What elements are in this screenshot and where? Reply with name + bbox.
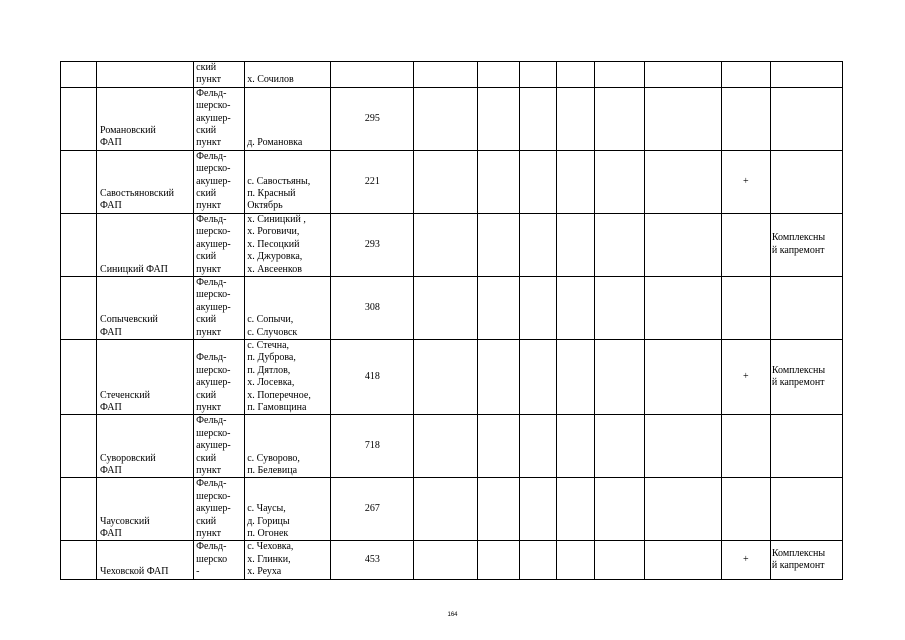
facility-type-cell: Фельд- шерско- акушер- ский пункт	[194, 150, 245, 213]
facility-type-cell: Фельд- шерско- акушер- ский пункт	[194, 478, 245, 541]
table-row	[61, 213, 843, 276]
facility-type-cell: Фельд- шерско- акушер- ский пункт	[194, 87, 245, 150]
plus-mark-cell: +	[721, 339, 770, 414]
row-number-cell	[61, 87, 97, 150]
empty-cell	[556, 276, 594, 339]
settlements-cell: д. Романовка	[245, 87, 331, 150]
empty-cell	[414, 87, 478, 150]
facility-name-cell: Чаусовский ФАП	[97, 478, 194, 541]
population-cell: 293	[331, 213, 414, 276]
settlements-cell: с. Чеховка, х. Глинки, х. Реуха	[245, 541, 331, 579]
empty-cell	[414, 150, 478, 213]
settlements-cell: с. Стечна, п. Дуброва, п. Дятлов, х. Лосевка, х. Поперечное, п. Гамовщина	[245, 339, 331, 414]
row-number-cell	[61, 478, 97, 541]
empty-cell	[644, 150, 721, 213]
note-cell: Комплексны й капремонт	[770, 541, 842, 579]
empty-cell	[594, 62, 644, 88]
empty-cell	[478, 415, 519, 478]
table-body	[61, 62, 843, 580]
empty-cell	[594, 213, 644, 276]
population-cell: 718	[331, 415, 414, 478]
facility-name-cell: Суворовский ФАП	[97, 415, 194, 478]
table-row	[61, 339, 843, 414]
facility-name-cell: Синицкий ФАП	[97, 213, 194, 276]
facility-type-cell: Фельд- шерско- акушер- ский пункт	[194, 339, 245, 414]
empty-cell	[556, 339, 594, 414]
row-number-cell	[61, 62, 97, 88]
settlements-cell: с. Чаусы, д. Горицы п. Огонек	[245, 478, 331, 541]
plus-mark-cell: +	[721, 150, 770, 213]
population-cell: 295	[331, 87, 414, 150]
empty-cell	[556, 415, 594, 478]
table-row	[61, 276, 843, 339]
settlements-cell: х. Сочилов	[245, 62, 331, 88]
empty-cell	[478, 213, 519, 276]
empty-cell	[594, 276, 644, 339]
empty-cell	[478, 150, 519, 213]
empty-cell	[644, 276, 721, 339]
empty-cell	[556, 213, 594, 276]
facility-name-cell: Стеченский ФАП	[97, 339, 194, 414]
row-number-cell	[61, 415, 97, 478]
row-number-cell	[61, 150, 97, 213]
empty-cell	[519, 339, 556, 414]
empty-cell	[644, 87, 721, 150]
empty-cell	[478, 276, 519, 339]
empty-cell	[519, 478, 556, 541]
empty-cell	[644, 541, 721, 579]
page-number: 164	[447, 612, 458, 618]
facility-name-cell	[97, 62, 194, 88]
empty-cell	[594, 339, 644, 414]
empty-cell	[478, 62, 519, 88]
empty-cell	[644, 478, 721, 541]
empty-cell	[556, 478, 594, 541]
population-cell: 453	[331, 541, 414, 579]
row-number-cell	[61, 339, 97, 414]
empty-cell	[478, 541, 519, 579]
empty-cell	[594, 541, 644, 579]
settlements-cell: с. Савостьяны, п. Красный Октябрь	[245, 150, 331, 213]
empty-cell	[414, 339, 478, 414]
note-cell	[770, 478, 842, 541]
plus-mark-cell	[721, 87, 770, 150]
settlements-cell: х. Синицкий , х. Роговичи, х. Песоцкий х. Джуровка, х. Авсеенков	[245, 213, 331, 276]
empty-cell	[414, 478, 478, 541]
empty-cell	[594, 415, 644, 478]
empty-cell	[478, 87, 519, 150]
empty-cell	[414, 62, 478, 88]
empty-cell	[556, 150, 594, 213]
empty-cell	[519, 541, 556, 579]
note-cell	[770, 62, 842, 88]
row-number-cell	[61, 541, 97, 579]
empty-cell	[644, 415, 721, 478]
empty-cell	[594, 87, 644, 150]
population-cell: 221	[331, 150, 414, 213]
table-row	[61, 150, 843, 213]
empty-cell	[414, 276, 478, 339]
table-row	[61, 415, 843, 478]
table-row	[61, 478, 843, 541]
empty-cell	[594, 478, 644, 541]
settlements-cell: с. Сопычи, с. Случовск	[245, 276, 331, 339]
empty-cell	[644, 339, 721, 414]
plus-mark-cell	[721, 276, 770, 339]
plus-mark-cell	[721, 478, 770, 541]
empty-cell	[519, 87, 556, 150]
plus-mark-cell	[721, 213, 770, 276]
table-row	[61, 541, 843, 579]
note-cell	[770, 150, 842, 213]
population-cell: 418	[331, 339, 414, 414]
facility-type-cell: Фельд- шерско- акушер- ский пункт	[194, 415, 245, 478]
population-cell	[331, 62, 414, 88]
empty-cell	[556, 541, 594, 579]
facilities-table	[60, 61, 843, 580]
empty-cell	[644, 213, 721, 276]
facility-name-cell: Савостьяновский ФАП	[97, 150, 194, 213]
facility-name-cell: Сопычевский ФАП	[97, 276, 194, 339]
facility-type-cell: ский пункт	[194, 62, 245, 88]
row-number-cell	[61, 213, 97, 276]
empty-cell	[519, 415, 556, 478]
empty-cell	[414, 541, 478, 579]
facility-type-cell: Фельд- шерско- акушер- ский пункт	[194, 213, 245, 276]
empty-cell	[414, 213, 478, 276]
facility-type-cell: Фельд- шерско -	[194, 541, 245, 579]
empty-cell	[644, 62, 721, 88]
population-cell: 308	[331, 276, 414, 339]
empty-cell	[556, 87, 594, 150]
population-cell: 267	[331, 478, 414, 541]
plus-mark-cell: +	[721, 541, 770, 579]
note-cell	[770, 87, 842, 150]
note-cell: Комплексны й капремонт	[770, 213, 842, 276]
table-row	[61, 62, 843, 88]
facility-type-cell: Фельд- шерско- акушер- ский пункт	[194, 276, 245, 339]
empty-cell	[519, 276, 556, 339]
empty-cell	[556, 62, 594, 88]
note-cell	[770, 415, 842, 478]
row-number-cell	[61, 276, 97, 339]
plus-mark-cell	[721, 62, 770, 88]
empty-cell	[414, 415, 478, 478]
facility-name-cell: Чеховской ФАП	[97, 541, 194, 579]
empty-cell	[478, 478, 519, 541]
settlements-cell: с. Суворово, п. Белевица	[245, 415, 331, 478]
table-row	[61, 87, 843, 150]
plus-mark-cell	[721, 415, 770, 478]
empty-cell	[519, 213, 556, 276]
empty-cell	[478, 339, 519, 414]
note-cell: Комплексны й капремонт	[770, 339, 842, 414]
facility-name-cell: Романовский ФАП	[97, 87, 194, 150]
empty-cell	[519, 62, 556, 88]
note-cell	[770, 276, 842, 339]
empty-cell	[519, 150, 556, 213]
empty-cell	[594, 150, 644, 213]
